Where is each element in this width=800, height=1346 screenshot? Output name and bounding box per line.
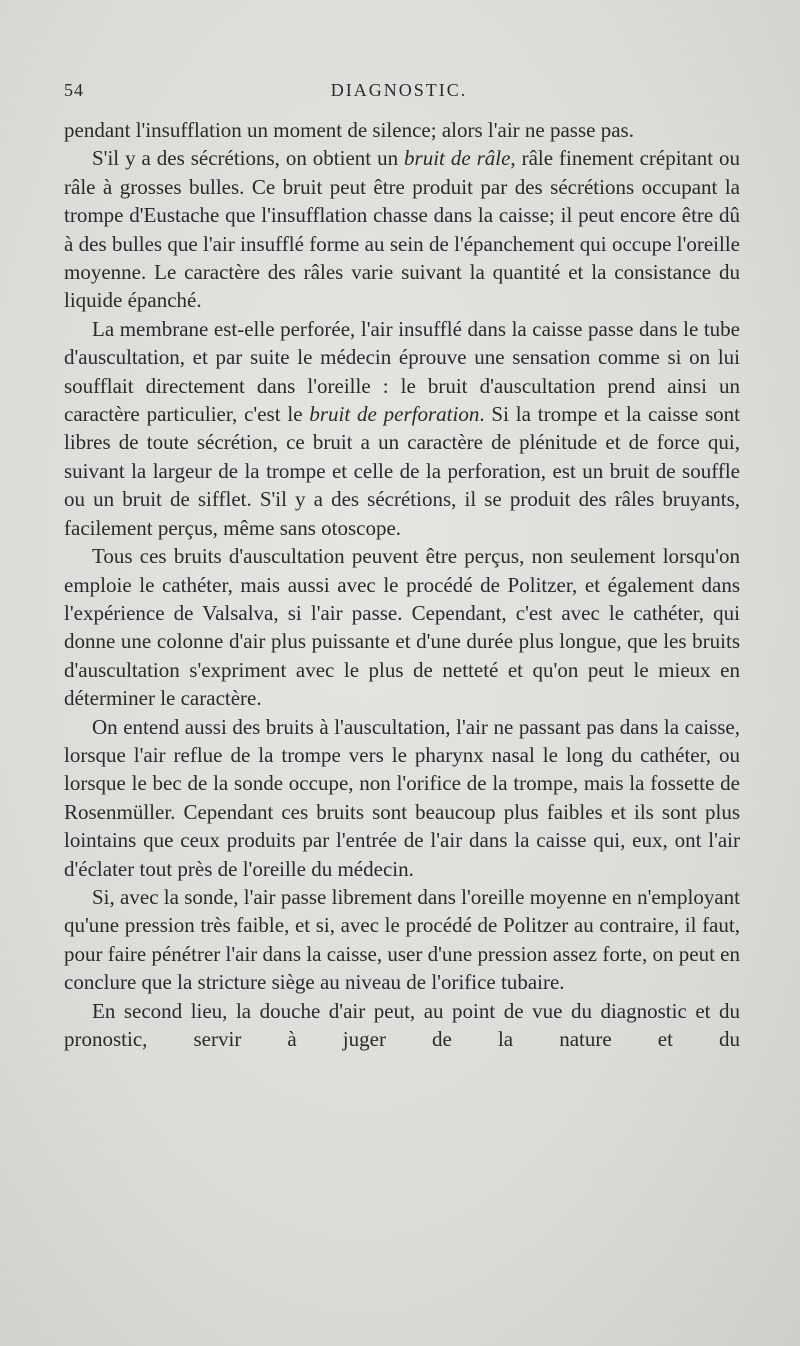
- paragraph: [64, 315, 740, 542]
- paragraph: [64, 116, 740, 144]
- italic-term: bruit de râle: [404, 146, 511, 171]
- italic-term: bruit de perforation: [309, 402, 480, 427]
- paragraph: [64, 713, 740, 883]
- text-run: S'il y a des sécrétions, on obtient un: [92, 146, 405, 171]
- text-run: En second lieu, la douche d'air peut, au point de vue du diagnostic et du pronostic, servir à juger de la nature et du: [64, 998, 740, 1051]
- text-run: , râle finement crépitant ou râle à grosses bulles. Ce bruit peut être produit par des sécrétions occupant la trompe d'Eustache que l'insufflation chasse dans la caisse; il peut encore être dû à des bulles que l'air insufflé forme au sein de l'épanchement qui occupe l'oreille moyenne. Le caractère des râles varie suivant la quantité et la consistance du liquide épanché.: [64, 146, 740, 313]
- body-text: [64, 116, 740, 1053]
- paragraph: [64, 144, 740, 314]
- text-run: pendant l'insufflation un moment de silence; alors l'air ne passe pas.: [64, 118, 634, 142]
- text-run: La membrane est-elle perforée, l'air insufflé dans la caisse passe dans le tube d'auscultation, et par suite le médecin éprouve une sensation comme si on lui soufflait directement dans l'oreille : le bruit d'auscultation prend ainsi un caractère particulier, c'est le: [64, 316, 740, 427]
- running-head: DIAGNOSTIC.: [330, 80, 468, 100]
- paragraph: [64, 542, 740, 712]
- paragraph: [64, 997, 740, 1054]
- paragraph: [64, 883, 740, 997]
- page-header: [64, 80, 734, 106]
- page-number: 54: [64, 80, 84, 100]
- text-run: . Si la trompe et la caisse sont libres de toute sécrétion, ce bruit a un caractère de plénitude et de force qui, suivant la largeur de la trompe et celle de la perforation, est un bruit de souffle ou un bruit de sifflet. S'il y a des sécrétions, il se produit des râles bruyants, facilement perçus, même sans otoscope.: [64, 402, 740, 540]
- text-run: Tous ces bruits d'auscultation peuvent être perçus, non seulement lorsqu'on emploie le cathéter, mais aussi avec le procédé de Politzer, et également dans l'expérience de Valsalva, si l'air passe. Cependant, c'est avec le cathéter, qui donne une colonne d'air plus puissante et d'une durée plus longue, que les bruits d'auscultation s'expriment avec le plus de netteté et qu'on peut le mieux en déterminer le caractère.: [64, 544, 740, 711]
- text-run: Si, avec la sonde, l'air passe librement dans l'oreille moyenne en n'employant qu'une pression très faible, et si, avec le procédé de Politzer au contraire, il faut, pour faire pénétrer l'air dans la caisse, user d'une pression assez forte, on peut en conclure que la stricture siège au niveau de l'orifice tubaire.: [64, 884, 740, 995]
- text-run: On entend aussi des bruits à l'auscultation, l'air ne passant pas dans la caisse, lorsque l'air reflue de la trompe vers le pharynx nasal le long du cathéter, ou lorsque le bec de la sonde occupe, non l'orifice de la trompe, mais la fossette de Rosenmüller. Cependant ces bruits sont beaucoup plus faibles et ils sont plus lointains que ceux produits par l'entrée de l'air dans la caisse qui, eux, ont l'air d'éclater tout près de l'oreille du médecin.: [64, 714, 740, 881]
